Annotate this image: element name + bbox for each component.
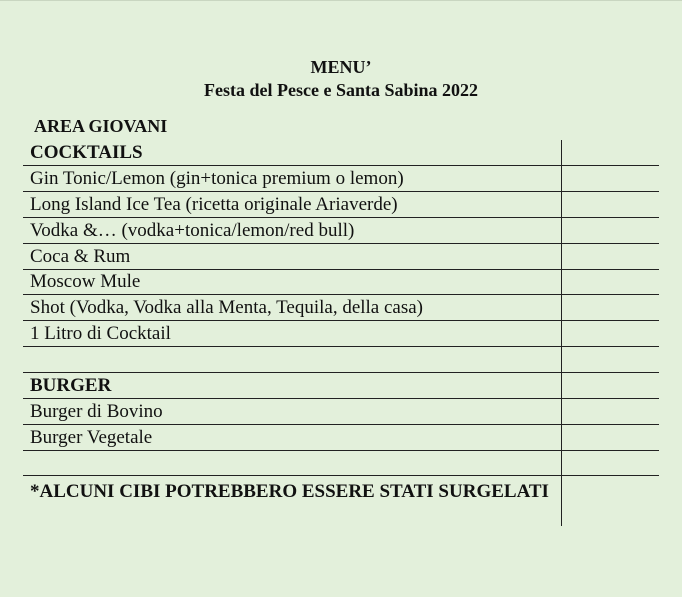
menu-item-label: Moscow Mule [30, 271, 141, 292]
menu-title: MENU’ [310, 57, 372, 77]
menu-item-label: Gin Tonic/Lemon (gin+tonica premium o lemon) [30, 168, 404, 189]
menu-item-row [23, 295, 659, 321]
section-heading-cocktails [23, 140, 659, 166]
menu-item-row [23, 192, 659, 218]
page-top-border [0, 0, 682, 1]
menu-item-label: 1 Litro di Cocktail [30, 323, 171, 344]
section-heading-label: COCKTAILS [30, 142, 143, 163]
section-heading-burger [23, 373, 659, 399]
empty-row [23, 451, 659, 476]
menu-item-label: Vodka &… (vodka+tonica/lemon/red bull) [30, 220, 355, 241]
menu-item-row [23, 425, 659, 451]
menu-item-row [23, 166, 659, 192]
menu-item-label: Long Island Ice Tea (ricetta originale Ariaverde) [30, 194, 398, 215]
menu-item-label: Coca & Rum [30, 246, 131, 267]
menu-table [23, 140, 659, 504]
section-heading-label: BURGER [30, 375, 112, 396]
menu-item-row [23, 270, 659, 295]
frozen-food-note: *ALCUNI CIBI POTREBBERO ESSERE STATI SURGELATI [30, 481, 549, 502]
menu-item-row [23, 244, 659, 270]
menu-item-row [23, 399, 659, 425]
area-label: AREA GIOVANI [34, 116, 168, 136]
empty-row [23, 347, 659, 373]
menu-item-label: Shot (Vodka, Vodka alla Menta, Tequila, della casa) [30, 297, 424, 318]
menu-item-label: Burger di Bovino [30, 401, 163, 422]
menu-item-row [23, 218, 659, 244]
menu-item-label: Burger Vegetale [30, 427, 153, 448]
menu-item-row [23, 321, 659, 347]
event-subtitle: Festa del Pesce e Santa Sabina 2022 [204, 80, 478, 100]
